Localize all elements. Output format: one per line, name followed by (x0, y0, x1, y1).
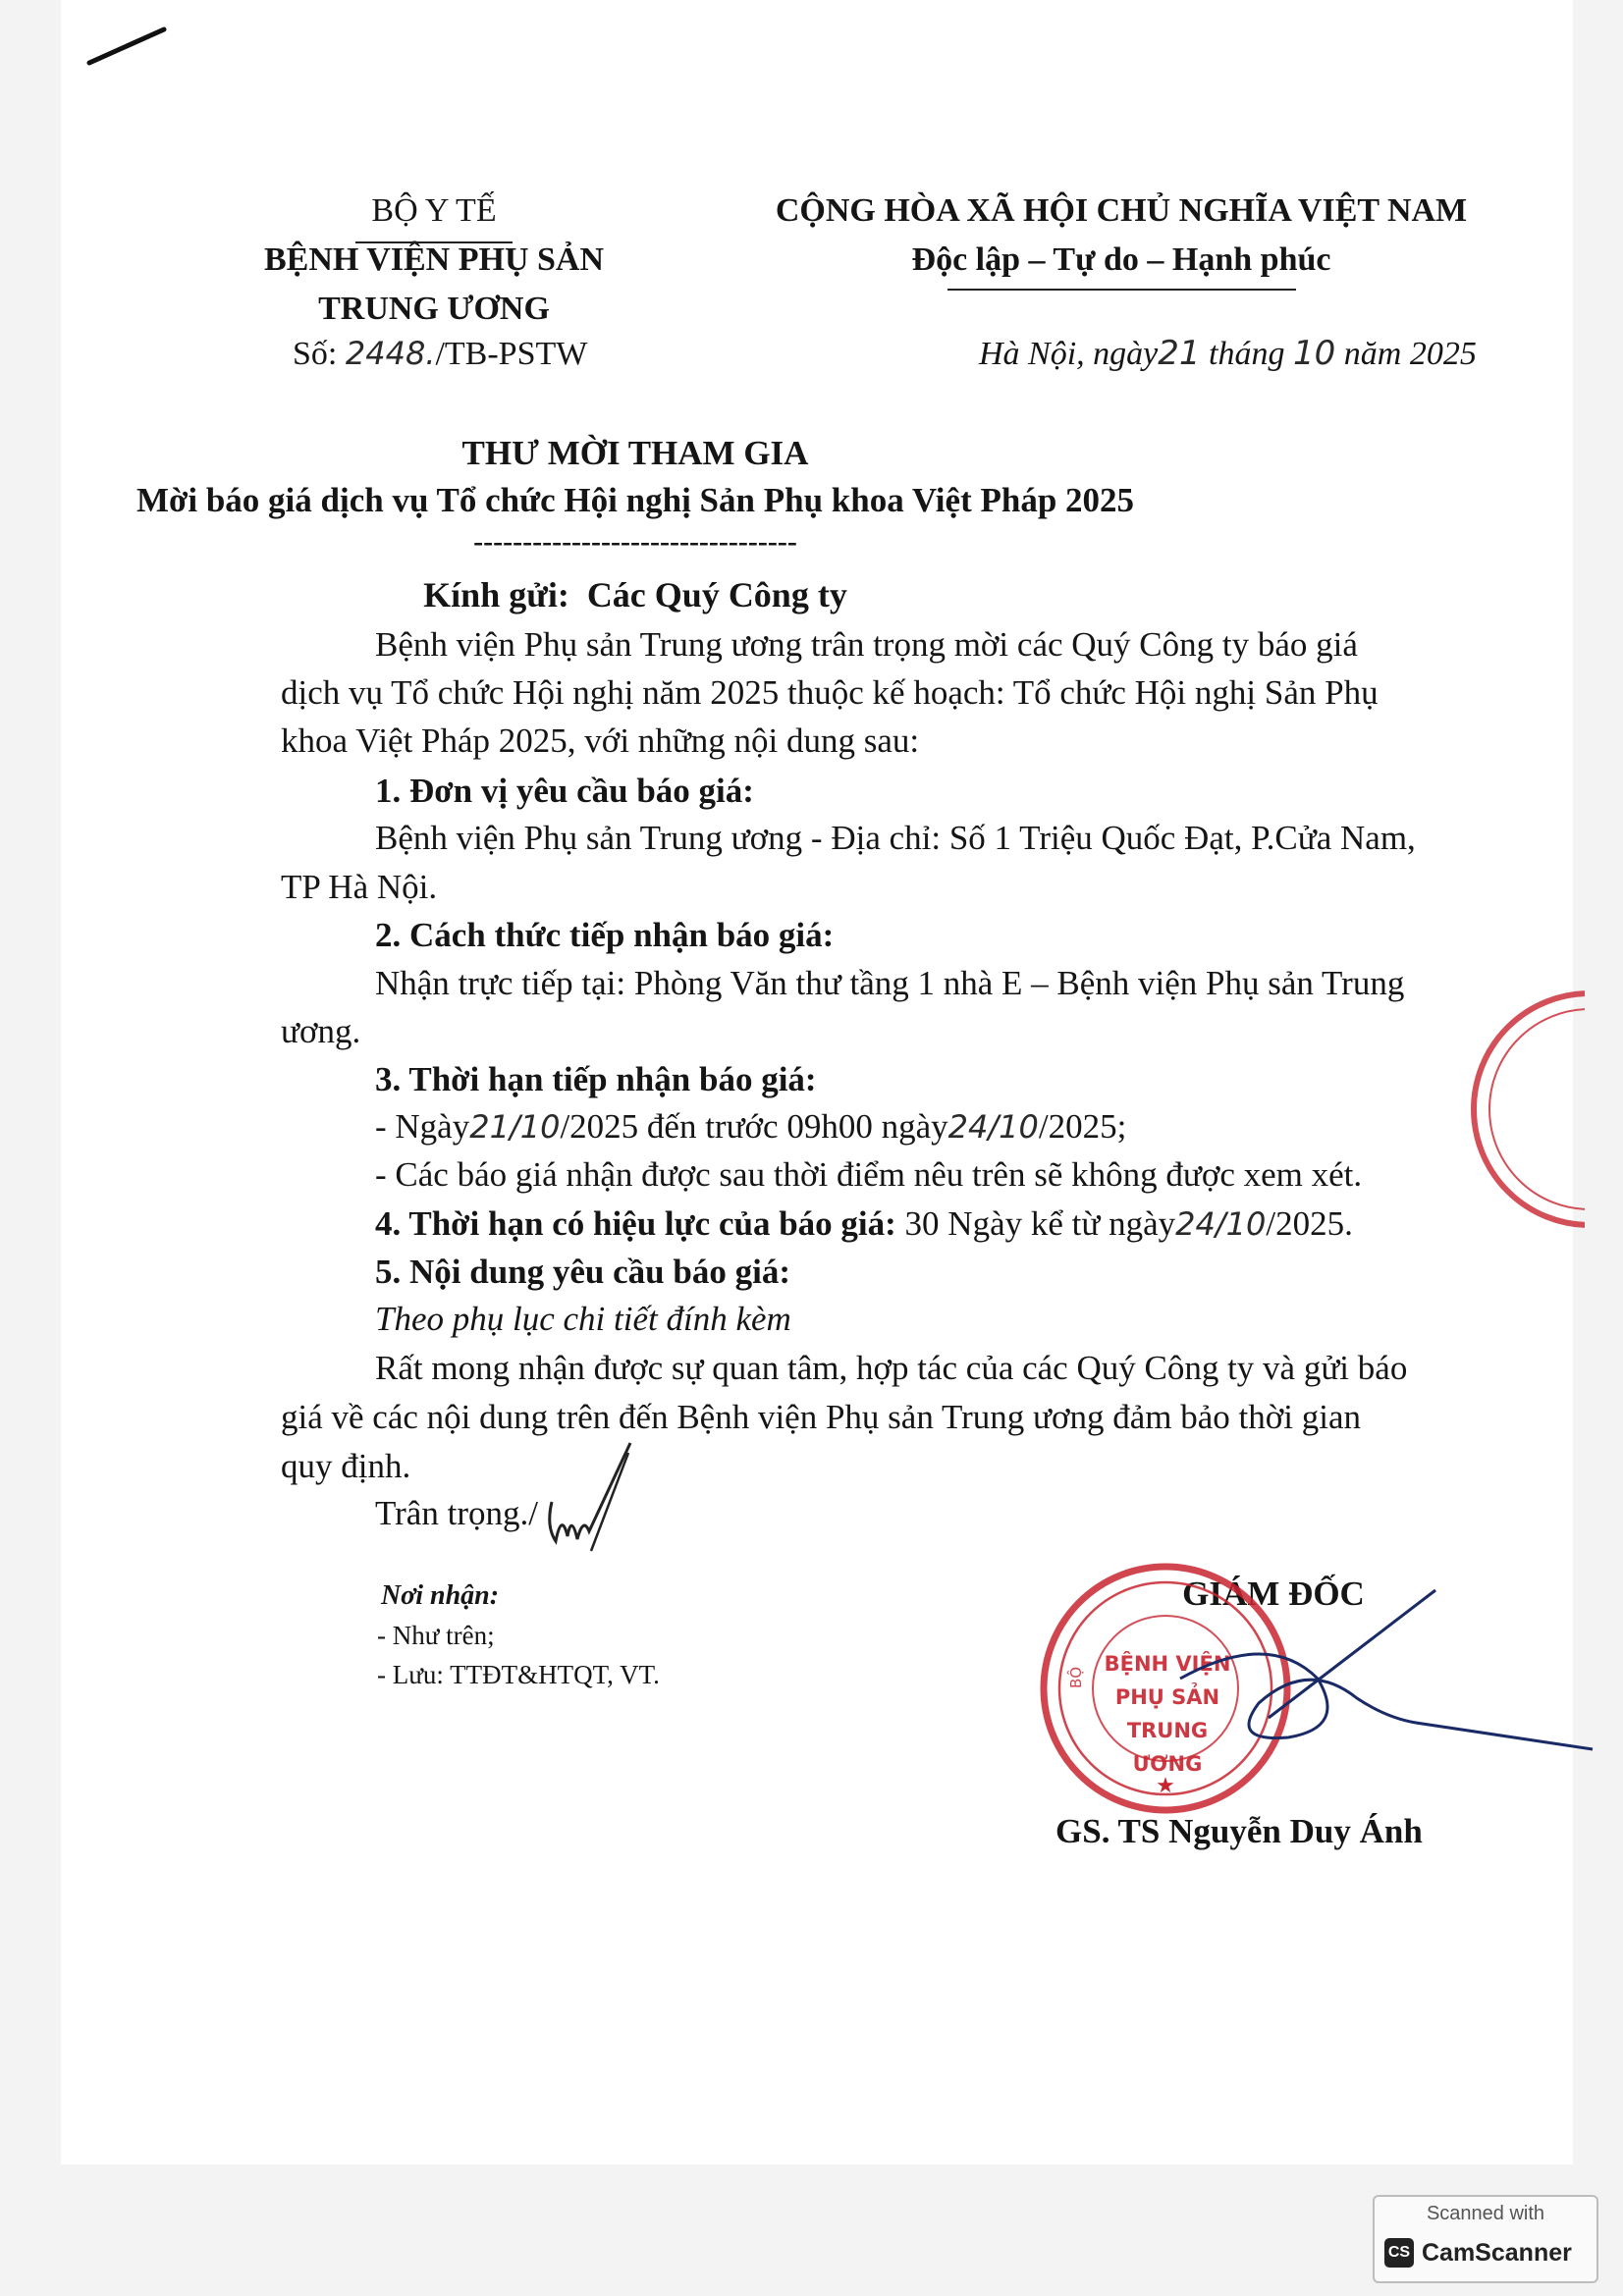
header-right (748, 187, 1494, 285)
date-month-label: tháng (1200, 336, 1293, 372)
section-3-text-a: - Ngày (375, 1107, 470, 1146)
document-number-prefix: Số: (293, 336, 346, 372)
section-4-text-b: /2025. (1266, 1204, 1353, 1243)
partial-stamp (1467, 982, 1585, 1237)
letter-subtitle: Mời báo giá dịch vụ Tổ chức Hội nghị Sản Phụ khoa Việt Pháp 2025 (135, 481, 1135, 519)
scan-mark (85, 22, 174, 71)
section-4-heading: 4. Thời hạn có hiệu lực của báo giá: (375, 1204, 896, 1243)
document-page (61, 0, 1573, 2164)
intro-line-1: Bệnh viện Phụ sản Trung ương trân trọng mời các Quý Công ty báo giá (375, 625, 1358, 664)
section-5-italic-line: Theo phụ lục chi tiết đính kèm (375, 1300, 791, 1338)
ministry-name: BỘ Y TẾ (371, 192, 497, 229)
regards: Trân trọng./ (375, 1494, 538, 1532)
section-3-text-c: /2025; (1038, 1107, 1127, 1146)
document-number-handwritten: 2448. (345, 335, 436, 372)
section-3-text-b: /2025 đến trước 09h00 ngày (560, 1107, 948, 1146)
stamp-line-1: BỆNH VIỆN (1104, 1652, 1231, 1676)
section-4-hw-date: 24/10 (1175, 1205, 1267, 1243)
section-2-line-2: ương. (281, 1012, 361, 1050)
signer-name: GS. TS Nguyễn Duy Ánh (1055, 1812, 1423, 1850)
camscanner-brand: CamScanner (1422, 2239, 1572, 2267)
recipients-label: Nơi nhận: (381, 1580, 500, 1611)
section-1-line-1: Bệnh viện Phụ sản Trung ương - Địa chỉ: Số 1 Triệu Quốc Đạt, P.Cửa Nam, (375, 819, 1416, 857)
signer-position: GIÁM ĐỐC (1182, 1575, 1365, 1613)
intro-line-3: khoa Việt Pháp 2025, với những nội dung sau: (281, 721, 920, 760)
camscanner-logo-icon: CS (1384, 2238, 1414, 2268)
closing-line-2: giá về các nội dung trên đến Bệnh viện Phụ sản Trung ương đảm bảo thời gian (281, 1398, 1361, 1436)
stamp-line-3: TRUNG ƯƠNG (1126, 1719, 1209, 1776)
motto-underline (947, 289, 1296, 291)
greeting: Kính gửi: Các Quý Công ty (423, 575, 847, 614)
national-motto: Độc lập – Tự do – Hạnh phúc (911, 241, 1331, 278)
recipient-item-2: - Lưu: TTĐT&HTQT, VT. (377, 1660, 660, 1689)
header-left-underline (355, 241, 513, 243)
section-1-line-2: TP Hà Nội. (281, 868, 438, 906)
header-left (247, 187, 621, 334)
section-3-hw-date-1: 21/10 (469, 1108, 561, 1146)
initials-signature (532, 1433, 640, 1561)
section-3-line-2: - Các báo giá nhận được sau thời điểm nêu trên sẽ không được xem xét. (375, 1155, 1363, 1194)
svg-text:★: ★ (1156, 1774, 1175, 1798)
stamp-line-2: PHỤ SẢN (1114, 1685, 1220, 1709)
letter-title: THƯ MỜI THAM GIA (461, 434, 809, 472)
section-1-heading: 1. Đơn vị yêu cầu báo giá: (375, 772, 754, 810)
date-place: Hà Nội, ngày (979, 336, 1159, 372)
section-3-hw-date-2: 24/10 (947, 1108, 1039, 1146)
document-date (979, 334, 1477, 374)
intro-line-2: dịch vụ Tổ chức Hội nghị năm 2025 thuộc kế hoạch: Tổ chức Hội nghị Sản Phụ (281, 673, 1379, 712)
date-year: năm 2025 (1335, 336, 1477, 372)
closing-line-1: Rất mong nhận được sự quan tâm, hợp tác của các Quý Công ty và gửi báo (375, 1349, 1408, 1387)
hospital-name-line2: TRUNG ƯƠNG (318, 291, 550, 327)
stamp-side-text: BỘ (1067, 1666, 1086, 1689)
title-divider: --------------------------------- (473, 525, 797, 558)
section-4-text-a: 30 Ngày kể từ ngày (895, 1204, 1176, 1243)
date-month-handwritten: 10 (1293, 334, 1336, 373)
recipient-item-1: - Như trên; (377, 1621, 495, 1650)
partial-stamp-rings (1467, 982, 1585, 1237)
country-name: CỘNG HÒA XÃ HỘI CHỦ NGHĨA VIỆT NAM (775, 192, 1468, 229)
director-signature (1121, 1571, 1612, 1787)
section-3-line-1 (375, 1103, 1126, 1150)
section-4 (375, 1201, 1353, 1248)
section-5-heading: 5. Nội dung yêu cầu báo giá: (375, 1253, 790, 1291)
date-day-handwritten: 21 (1158, 334, 1201, 373)
closing-line-3: quy định. (281, 1447, 411, 1485)
camscanner-badge (1373, 2195, 1598, 2283)
scanned-with-label: Scanned with (1426, 2203, 1545, 2224)
document-number-suffix: /TB-PSTW (435, 336, 588, 372)
section-3-heading: 3. Thời hạn tiếp nhận báo giá: (375, 1060, 817, 1098)
section-2-heading: 2. Cách thức tiếp nhận báo giá: (375, 916, 835, 954)
section-2-line-1: Nhận trực tiếp tại: Phòng Văn thư tầng 1 nhà E – Bệnh viện Phụ sản Trung (375, 964, 1405, 1002)
hospital-name-line1: BỆNH VIỆN PHỤ SẢN (263, 241, 605, 278)
document-number (293, 334, 587, 374)
